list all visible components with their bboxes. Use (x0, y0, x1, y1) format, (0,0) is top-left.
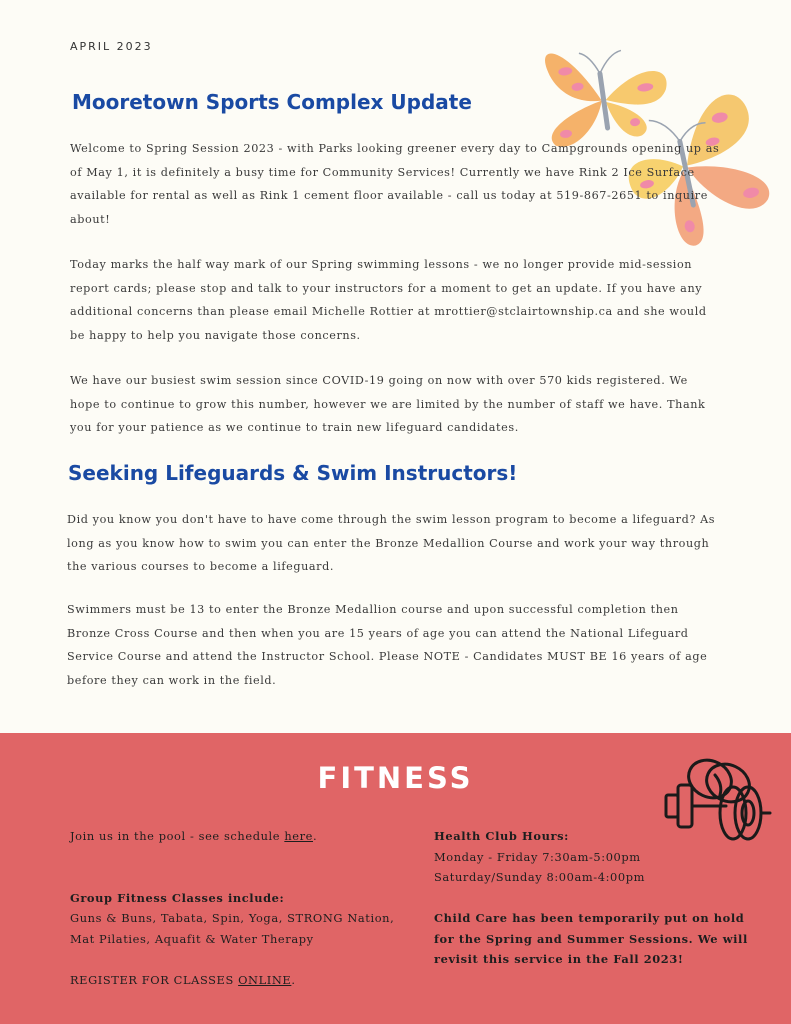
health-club-hours-heading: Health Club Hours: (434, 829, 569, 843)
group-fitness-heading: Group Fitness Classes include: (70, 890, 285, 905)
lifeguards-paragraph-2: Swimmers must be 13 to enter the Bronze Medallion course and upon successful completion then Bronze Cross Course and then when you are 15 years of age you can attend the National Lifeguard Service Course and attend the Instructor School. Please NOTE - Candidates MUST BE 16 years of age before they can work in the field. (67, 603, 708, 687)
fitness-title: FITNESS (317, 761, 474, 795)
fitness-left-column (70, 826, 400, 990)
lifeguards-paragraph-1: Did you know you don't have to have come through the swim lesson program to become a lifeguard? As long as you know how to swim you can enter the Bronze Medallion Course and work your way through the various courses to become a lifeguard. (67, 513, 716, 573)
hours-weekend: Saturday/Sunday 8:00am-4:00pm (434, 870, 646, 884)
group-fitness-list: Guns & Buns, Tabata, Spin, Yoga, STRONG Nation, Mat Pilaties, Aquafit & Water Therapy (70, 911, 395, 946)
issue-date: APRIL 2023 (70, 40, 153, 53)
register-suffix: . (291, 972, 296, 987)
child-care-note: Child Care has been temporarily put on hold for the Spring and Summer Sessions. We will revisit this service in the Fall 2023! (434, 911, 748, 966)
pool-schedule-line (70, 826, 400, 847)
register-text: REGISTER FOR CLASSES (70, 972, 239, 987)
pool-schedule-link[interactable]: here (284, 829, 313, 843)
register-line (70, 970, 400, 991)
sports-complex-paragraph-3: We have our busiest swim session since COVID-19 going on now with over 570 kids registered. We hope to continue to grow this number, however we are limited by the number of staff we have. Thank you for your patience as we continue to train new lifeguard candidates. (70, 374, 706, 434)
sports-complex-paragraph-1: Welcome to Spring Session 2023 - with Parks looking greener every day to Campgrounds opening up as of May 1, it is definitely a busy time for Community Services! Currently we have Rink 2 Ice Surface available for rental as well as Rink 1 cement floor available - call us today at 519-867-2651 to inquire about! (70, 142, 720, 226)
fitness-right-column (434, 826, 754, 970)
fitness-section (0, 733, 791, 1024)
hours-weekday: Monday - Friday 7:30am-5:00pm (434, 849, 641, 864)
register-online-link[interactable]: ONLINE (238, 972, 292, 987)
pool-schedule-suffix: . (313, 829, 318, 843)
section-title-lifeguards: Seeking Lifeguards & Swim Instructors! (68, 461, 518, 485)
pool-schedule-text: Join us in the pool - see schedule (70, 829, 285, 843)
sports-complex-paragraph-2: Today marks the half way mark of our Spring swimming lessons - we no longer provide mid-session report cards; please stop and talk to your instructors for a moment to get an update. If you have any additional concerns than please email Michelle Rottier at mrottier@stclairtownship.ca and she would be happy to help you navigate those concerns. (70, 258, 707, 342)
section-title-sports-complex: Mooretown Sports Complex Update (72, 90, 472, 114)
